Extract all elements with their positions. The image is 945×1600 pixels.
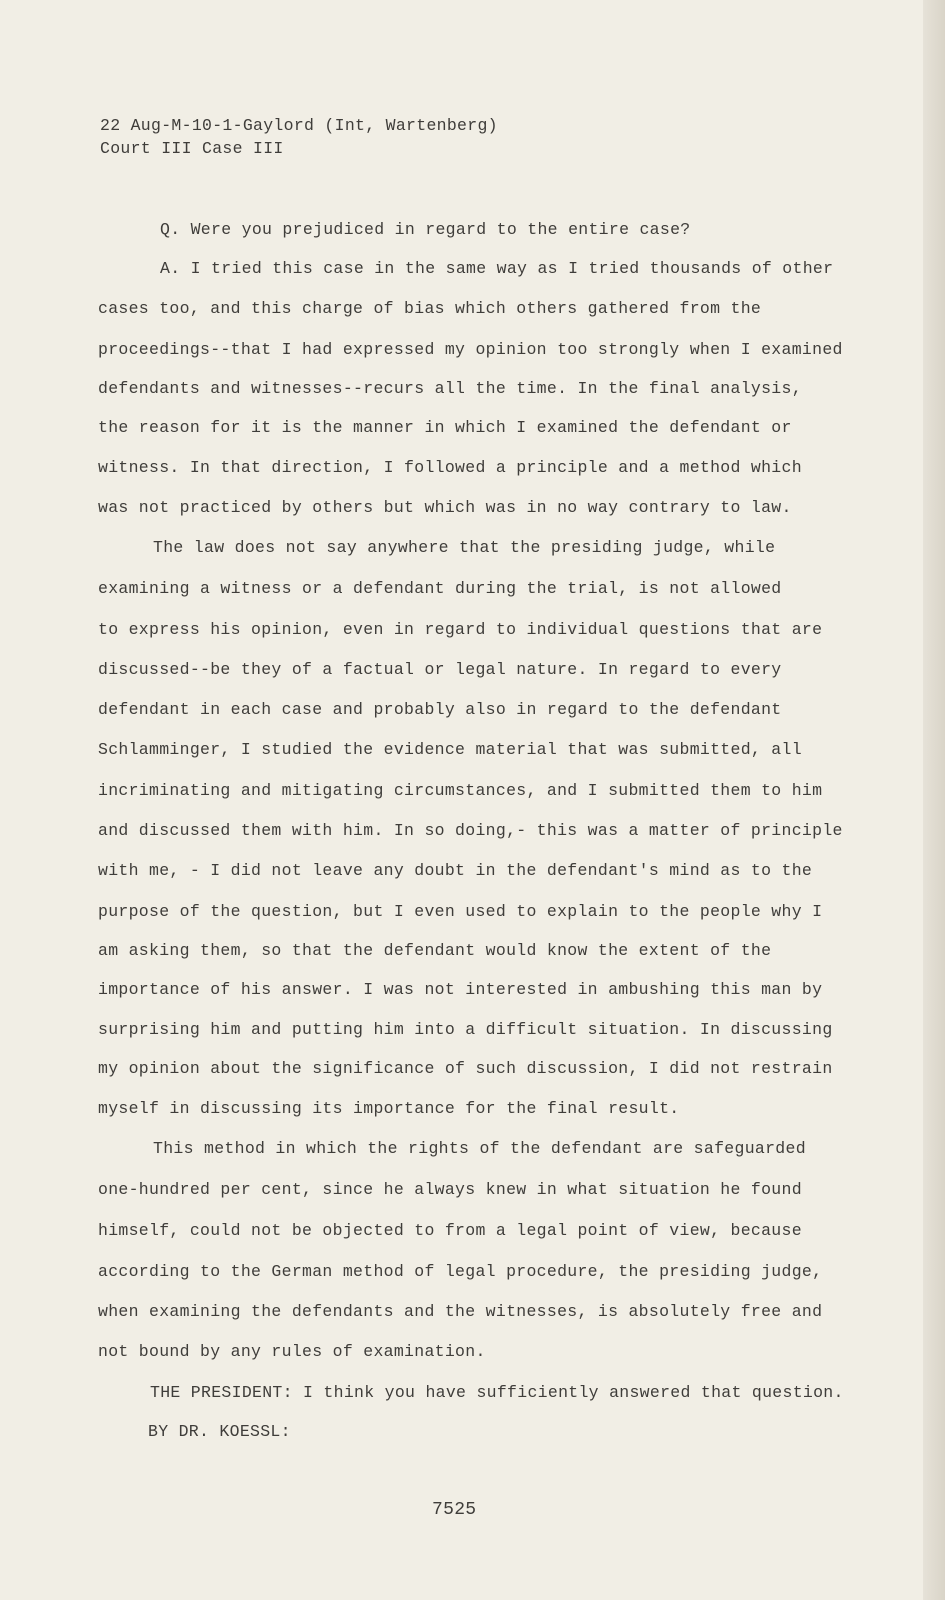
text-line: importance of his answer. I was not interested in ambushing this man by — [98, 980, 823, 999]
text-line: myself in discussing its importance for the final result. — [98, 1099, 680, 1118]
text-line: am asking them, so that the defendant would know the extent of the — [98, 941, 772, 960]
text-line: incriminating and mitigating circumstances, and I submitted them to him — [98, 781, 823, 800]
text-line: discussed--be they of a factual or legal nature. In regard to every — [98, 660, 782, 679]
text-line: This method in which the rights of the defendant are safeguarded — [153, 1139, 806, 1158]
text-line: surprising him and putting him into a difficult situation. In discussing — [98, 1020, 833, 1039]
president-line: THE PRESIDENT: I think you have sufficiently answered that question. — [150, 1383, 844, 1402]
text-line: himself, could not be objected to from a legal point of view, because — [98, 1221, 802, 1240]
text-line: not bound by any rules of examination. — [98, 1342, 486, 1361]
answer-line: A. I tried this case in the same way as I tried thousands of other — [160, 259, 834, 278]
text-line: one-hundred per cent, since he always knew in what situation he found — [98, 1180, 802, 1199]
text-line: when examining the defendants and the witnesses, is absolutely free and — [98, 1302, 823, 1321]
text-line: the reason for it is the manner in which I examined the defendant or — [98, 418, 792, 437]
text-line: witness. In that direction, I followed a principle and a method which — [98, 458, 802, 477]
text-line: proceedings--that I had expressed my opinion too strongly when I examined — [98, 340, 843, 359]
text-line: defendant in each case and probably also in regard to the defendant — [98, 700, 782, 719]
text-line: was not practiced by others but which was in no way contrary to law. — [98, 498, 792, 517]
question-line: Q. Were you prejudiced in regard to the entire case? — [160, 220, 691, 239]
text-line: Schlamminger, I studied the evidence material that was submitted, all — [98, 740, 802, 759]
header-line-2: Court III Case III — [100, 139, 284, 158]
text-line: cases too, and this charge of bias which others gathered from the — [98, 299, 762, 318]
text-line: examining a witness or a defendant during the trial, is not allowed — [98, 579, 782, 598]
text-line: my opinion about the significance of such discussion, I did not restrain — [98, 1059, 833, 1078]
text-line: defendants and witnesses--recurs all the time. In the final analysis, — [98, 379, 802, 398]
text-line: purpose of the question, but I even used to explain to the people why I — [98, 902, 823, 921]
text-line: with me, - I did not leave any doubt in the defendant's mind as to the — [98, 861, 813, 880]
page-edge — [923, 0, 945, 1600]
text-line: according to the German method of legal procedure, the presiding judge, — [98, 1262, 823, 1281]
examiner-line: BY DR. KOESSL: — [148, 1422, 291, 1441]
text-line: to express his opinion, even in regard to individual questions that are — [98, 620, 823, 639]
header-line-1: 22 Aug-M-10-1-Gaylord (Int, Wartenberg) — [100, 116, 498, 135]
text-line: and discussed them with him. In so doing,- this was a matter of principle — [98, 821, 843, 840]
page-number: 7525 — [432, 1500, 477, 1520]
text-line: The law does not say anywhere that the presiding judge, while — [153, 538, 776, 557]
